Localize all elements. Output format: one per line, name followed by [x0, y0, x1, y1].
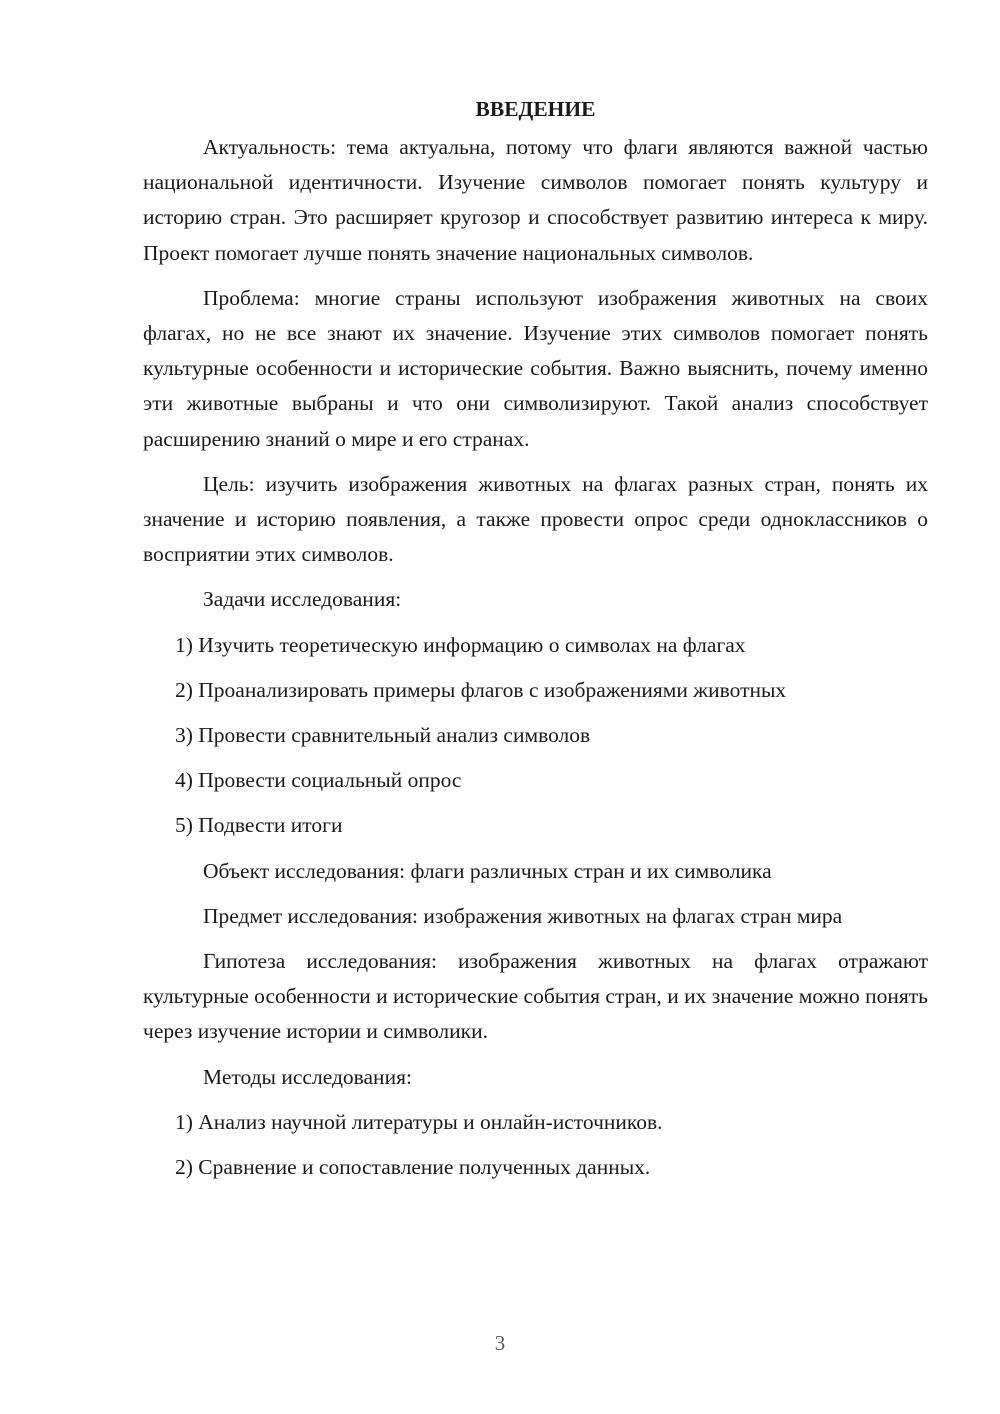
list-item: 2) Сравнение и сопоставление полученных данных.: [175, 1155, 651, 1180]
methods-list: [143, 1105, 928, 1185]
page-title: ВВЕДЕНИЕ: [475, 97, 596, 121]
hypothesis-paragraph: Гипотеза исследования: изображения животных на флагах отражают культурные особенности и исторические события стран, и их значение можно понять через изучение истории и символики.: [143, 949, 928, 1044]
list-item: 4) Провести социальный опрос: [175, 768, 462, 793]
goal-paragraph: Цель: изучить изображения животных на флагах разных стран, понять их значение и историю появления, а также провести опрос среди одноклассников о восприятии этих символов.: [143, 471, 928, 567]
subject-paragraph: Предмет исследования: изображения животных на флагах стран мира: [203, 903, 843, 928]
list-item: 1) Анализ научной литературы и онлайн-источников.: [175, 1109, 663, 1134]
list-item: 3) Провести сравнительный анализ символов: [175, 723, 591, 748]
page-number: 3: [494, 1331, 506, 1355]
problem-paragraph: Проблема: многие страны используют изображения животных на своих флагах, но не все знают их значение. Изучение этих символов помогает понять культурные особенности и исторические события. Важно выяснить, почему именно эти животные выбраны и что они символизируют. Такой анализ способствует расширению знаний о мире и его странах.: [143, 285, 928, 451]
tasks-heading: Задачи исследования:: [203, 587, 402, 612]
document-body: [143, 92, 928, 1195]
list-item: 5) Подвести итоги: [175, 813, 343, 838]
tasks-list: [143, 628, 928, 844]
object-paragraph: Объект исследования: флаги различных стран и их символика: [203, 858, 772, 883]
list-item: 2) Проанализировать примеры флагов с изображениями животных: [175, 677, 787, 702]
relevance-paragraph: Актуальность: тема актуальна, потому что флаги являются важной частью национальной идентичности. Изучение символов помогает понять культуру и историю стран. Это расширяет кругозор и способствует развитию интереса к миру. Проект помогает лучше понять значение национальных символов.: [143, 135, 928, 265]
methods-heading: Методы исследования:: [203, 1064, 412, 1089]
list-item: 1) Изучить теоретическую информацию о символах на флагах: [175, 632, 746, 657]
